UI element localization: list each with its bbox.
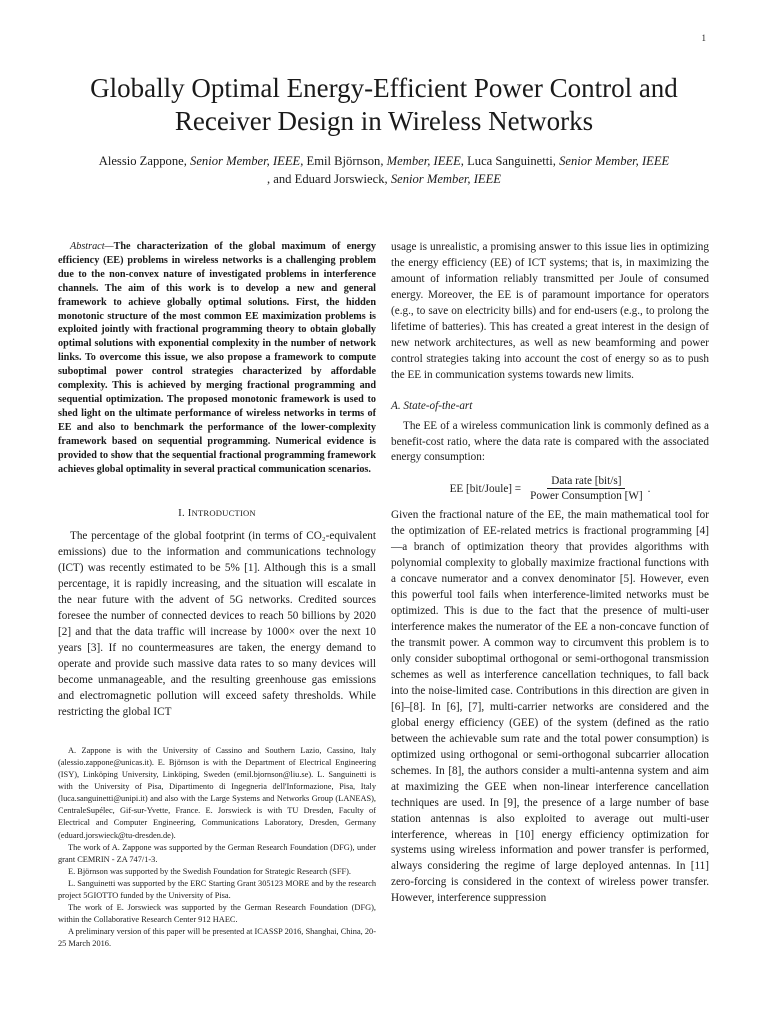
equation-denominator: Power Consumption [W] [530, 490, 643, 503]
subsection-heading-state-of-the-art: A. State-of-the-art [391, 399, 473, 412]
footnotes [58, 745, 376, 951]
footnote-funding: The work of E. Jorswieck was supported by the German Research Foundation (DFG), within the Collaborative Research Center 912 HAEC. [58, 903, 376, 925]
equation-fraction [526, 475, 647, 502]
page-number: 1 [701, 33, 706, 43]
footnote-affiliations: A. Zappone is with the University of Cassino and Southern Lazio, Cassino, Italy (alessio.zappone@unicas.it). E. Björnson is with the Department of Electrical Engineering (ISY), Linköping University, Linköping, Sweden (emil.bjornson@liu.se). L. Sanguinetti is with the University of Pisa, Dipartimento di Ingegneria dell'Informazione, Pisa, Italy (luca.sanguinetti@unipi.it) and also with the Large Systems and Networks Group (LANEAS), CentraleSupélec, Gif-sur-Yvette, France. E. Jorswieck is with TU Dresden, Faculty of Electrical and Computer Engineering, Communications Laboratory, Dresden, Germany (eduard.jorswieck@tu-dresden.de). [58, 745, 376, 840]
footnote-funding: E. Björnson was supported by the Swedish Foundation for Strategic Research (SFF). [68, 866, 351, 876]
abstract-label: Abstract— [70, 241, 114, 252]
footnote-preliminary-version: A preliminary version of this paper will be presented at ICASSP 2016, Shanghai, China, 20-25 March 2016. [58, 927, 376, 949]
author-membership: Senior Member, IEEE [190, 154, 301, 168]
section-heading-introduction: I. INTRODUCTION [178, 507, 256, 520]
left-column [58, 240, 376, 950]
author-name: Alessio Zappone, [98, 154, 191, 168]
equation-lhs: EE [bit/Joule] = [449, 482, 522, 495]
abstract-text: The characterization of the global maximum of energy efficiency (EE) problems in wireless networks is a challenging problem due to the non-convex nature of investigated problems in interference channels. The aim of this work is to develop a new and general framework to achieve globally optimal solutions. First, the hidden monotonic structure of the most common EE maximization problems is exploited jointly with fractional programming theory to obtain globally optimal solutions with exponential complexity in the number of network links. To overcome this issue, we also propose a framework to compute suboptimal power control strategies characterized by affordable complexity. This is achieved by merging fractional programming and sequential optimization. The proposed monotonic framework is used to shed light on the ultimate performance of wireless networks in terms of EE and also to benchmark the performance of the lower-complexity framework based on sequential programming. Numerical evidence is provided to show that the sequential fractional programming framework achieves global optimality in several practical communication scenarios. [58, 241, 376, 475]
right-column [391, 240, 709, 907]
author-name: , Luca Sanguinetti, [460, 154, 560, 168]
author-membership: Senior Member, IEEE [390, 172, 501, 186]
footnote-funding: The work of A. Zappone was supported by the German Research Foundation (DFG), under grant CEMRIN - ZA 747/1-3. [58, 842, 376, 864]
paper-title: Globally Optimal Energy-Efficient Power Control and Receiver Design in Wireless Networks [90, 73, 678, 136]
introduction-continuation: usage is unrealistic, a promising answer to this issue lies in optimizing the energy efficiency (EE) of ICT systems; that is, in maximizing the amount of information reliably transmitted per Joule of consumed energy. Moreover, the EE is of paramount importance for operators (e.g., to save on electricity bills) and for end-users (e.g., to prolong the lifetime of batteries). This has created a great interest in the design of new network architectures, as well as new beamforming and power control strategies taking into account the cost of energy so as to push the EE in communication systems towards new limits. [391, 241, 709, 381]
ee-equation [391, 475, 709, 502]
equation-numerator: Data rate [bit/s] [547, 475, 625, 489]
state-of-the-art-paragraph: The EE of a wireless communication link is commonly defined as a benefit-cost ratio, where the data rate is compared with the associated energy consumption: [391, 419, 709, 464]
footnote-funding: L. Sanguinetti was supported by the ERC Starting Grant 305123 MORE and by the research project 5GIOTTO funded by the University of Pisa. [58, 878, 376, 900]
author-membership: Senior Member, IEEE [559, 154, 670, 168]
fractional-programming-paragraph: Given the fractional nature of the EE, the main mathematical tool for the optimization of EE-related metrics is fractional programming [4]—a branch of optimization theory that provides algorithms with polynomial complexity to globally maximize fractional functions with a concave numerator and a convex denominator [5]. However, even this powerful tool fails when interference-limited networks must be optimized. This is due to the fact that the presence of multi-user interference makes the numerator of the EE a non-concave function of the transmit power. A common way to circumvent this problem is to only consider suboptimal orthogonal or semi-orthogonal transmission schemes as well as interference cancellation techniques, to fall back into the noise-limited case. Contributions in this direction are given in [6]–[8]. In [6], [7], multi-carrier networks are considered and the global energy efficiency (GEE) of the system (defined as the ratio between the achievable sum rate and the total power consumption) is optimized using orthogonal or semi-orthogonal subcarrier allocation schemes. In [8], the authors consider a multi-antenna system and aim at maximizing the GEE when non-linear interference cancellation techniques are used. In [9], the presence of a large number of base station antennas is also exploited to average out multi-user interference, whereas in [10] energy efficiency optimization for systems using wireless information and power transfer is performed, always considering the regime of large deployed antennas. In [11] zero-forcing is considered in the context of wireless power transfer. However, interference suppression [391, 509, 709, 905]
introduction-paragraph: The percentage of the global footprint (in terms of CO₂-equivalent emissions) due to the information and communications technology (ICT) was recently estimated to be 5% [1]. Although this is a small percentage, it is rapidly increasing, and the situation will escalate in the near future with the advent of 5G networks. Credited sources foresee the number of connected devices to reach 50 billions by 2020 [2] and that the data traffic will increase by 1000× over the next 10 years [3]. If no countermeasures are taken, the energy demand to operate and provide such massive data rates to so many devices will become unmanageable, and the resulting greenhouse gas emissions and electromagnetic pollution will exceed safety thresholds. While restricting the global ICT [58, 530, 376, 718]
abstract [58, 240, 376, 476]
author-name: , Emil Björnson, [300, 154, 387, 168]
equation-period: . [647, 482, 651, 495]
author-membership: Member, IEEE [386, 154, 461, 168]
author-name: , and Eduard Jorswieck, [267, 172, 391, 186]
author-list [52, 152, 716, 188]
